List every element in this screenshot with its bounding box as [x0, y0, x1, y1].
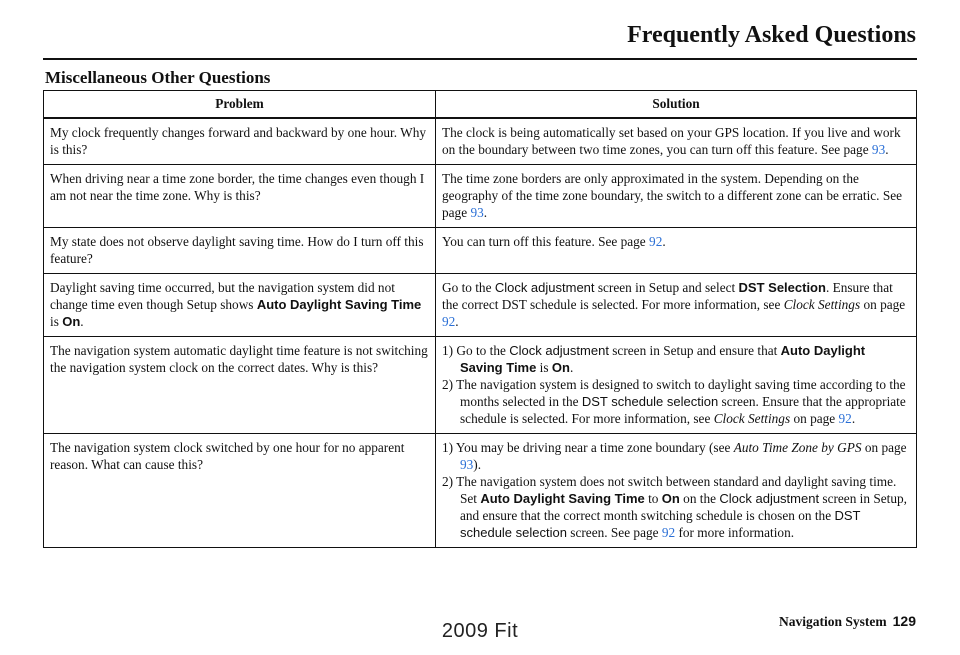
- setting-name: Auto Daylight Saving Time: [460, 343, 866, 375]
- solution-cell: [436, 337, 917, 434]
- solution-text: .: [662, 234, 666, 249]
- solution-step: [442, 439, 910, 473]
- solution-text: The time zone borders are only approximated in the system. Depending on the geography of the time zone boundary, the switch to a different zone can be erratic. See page: [442, 171, 903, 220]
- solution-cell: [436, 118, 917, 165]
- solution-step: [442, 473, 910, 541]
- problem-text: Daylight saving time occurred, but the navigation system did not change time even though Setup shows: [50, 280, 395, 312]
- step-text: ).: [473, 457, 482, 472]
- step-text: for more information.: [675, 525, 795, 540]
- page-link[interactable]: 92: [649, 234, 663, 249]
- step-text: on page: [861, 440, 907, 455]
- table-row: [44, 337, 917, 434]
- reference-title: Clock Settings: [783, 297, 861, 312]
- step-text: 1) You may be driving near a time zone boundary (see: [442, 440, 734, 455]
- table-row: [44, 434, 917, 548]
- screen-name: Clock adjustment: [509, 343, 609, 358]
- step-text: to: [644, 491, 662, 506]
- solution-cell: [436, 274, 917, 337]
- problem-cell: The navigation system clock switched by one hour for no apparent reason. What can cause this?: [44, 434, 436, 548]
- solution-cell: [436, 434, 917, 548]
- table-row: [44, 165, 917, 228]
- screen-name: DST schedule selection: [460, 508, 861, 540]
- setting-value: On: [551, 360, 570, 375]
- problem-cell: When driving near a time zone border, the time changes even though I am not near the time zone. Why is this?: [44, 165, 436, 228]
- page-link[interactable]: 93: [470, 205, 484, 220]
- solution-text: screen in Setup and select: [594, 280, 739, 295]
- screen-name: DST schedule selection: [581, 394, 719, 409]
- solution-cell: [436, 165, 917, 228]
- problem-text: is: [50, 314, 63, 329]
- table-row: [44, 274, 917, 337]
- section-heading: Miscellaneous Other Questions: [45, 68, 271, 87]
- setting-name: Auto Daylight Saving Time: [480, 491, 645, 506]
- screen-name: Clock adjustment: [494, 280, 595, 295]
- step-text: screen in Setup and ensure that: [608, 343, 781, 358]
- problem-cell: My state does not observe daylight saving time. How do I turn off this feature?: [44, 228, 436, 274]
- page-link[interactable]: 92: [442, 314, 456, 329]
- solution-text: The clock is being automatically set based on your GPS location. If you live and work on the boundary between two time zones, you can turn off this feature. See page: [442, 125, 901, 157]
- step-text: .: [851, 411, 856, 426]
- step-text: .: [569, 360, 574, 375]
- step-text: on the: [679, 491, 720, 506]
- problem-text: .: [80, 314, 84, 329]
- solution-text: .: [455, 314, 459, 329]
- column-header-problem: Problem: [44, 91, 436, 119]
- solution-text: on page: [860, 297, 906, 312]
- column-header-solution: Solution: [436, 91, 917, 119]
- solution-text: Go to the: [442, 280, 495, 295]
- footer-label: Navigation System: [779, 614, 887, 629]
- step-text: 1) Go to the: [442, 343, 510, 358]
- page-link[interactable]: 93: [460, 457, 474, 472]
- reference-title: Auto Time Zone by GPS: [733, 440, 862, 455]
- setting-name: Auto Daylight Saving Time: [256, 297, 422, 312]
- faq-table: [43, 90, 917, 548]
- step-text: screen. See page: [566, 525, 662, 540]
- solution-text: . Ensure that the correct DST schedule is selected. For more information, see: [442, 280, 893, 312]
- setting-name: DST Selection: [738, 280, 826, 295]
- table-row: [44, 228, 917, 274]
- step-text: on page: [790, 411, 839, 426]
- problem-cell: [44, 274, 436, 337]
- step-text: 2) The navigation system is designed to switch to daylight saving time according to the months selected in the: [442, 377, 906, 409]
- step-text: 2) The navigation system does not switch between standard and daylight saving time. Set: [442, 474, 897, 506]
- problem-cell: The navigation system automatic daylight time feature is not switching the navigation system clock on the correct dates. Why is this?: [44, 337, 436, 434]
- page-link[interactable]: 92: [838, 411, 852, 426]
- problem-cell: My clock frequently changes forward and backward by one hour. Why is this?: [44, 118, 436, 165]
- solution-steps: [442, 439, 910, 541]
- page-title: Frequently Asked Questions: [627, 22, 916, 48]
- table-header-row: [44, 91, 917, 119]
- page-number: 129: [892, 613, 916, 629]
- page-link[interactable]: 92: [661, 525, 676, 540]
- setting-value: On: [661, 491, 680, 506]
- step-text: screen. Ensure that the appropriate schedule is selected. For more information, see: [460, 394, 906, 426]
- watermark: 2009 Fit: [441, 620, 519, 642]
- solution-step: [442, 342, 910, 376]
- screen-name: Clock adjustment: [719, 491, 820, 506]
- reference-title: Clock Settings: [713, 411, 791, 426]
- solution-steps: [442, 342, 910, 427]
- solution-step: [442, 376, 910, 427]
- solution-text: You can turn off this feature. See page: [442, 234, 650, 249]
- solution-text: .: [885, 142, 889, 157]
- setting-value: On: [62, 314, 81, 329]
- solution-text: .: [483, 205, 488, 220]
- title-rule: [43, 58, 917, 60]
- solution-cell: [436, 228, 917, 274]
- step-text: screen in Setup, and ensure that the correct month switching schedule is chosen on the: [460, 491, 907, 523]
- table-row: [44, 118, 917, 165]
- step-text: is: [536, 360, 552, 375]
- page-link[interactable]: 93: [871, 142, 886, 157]
